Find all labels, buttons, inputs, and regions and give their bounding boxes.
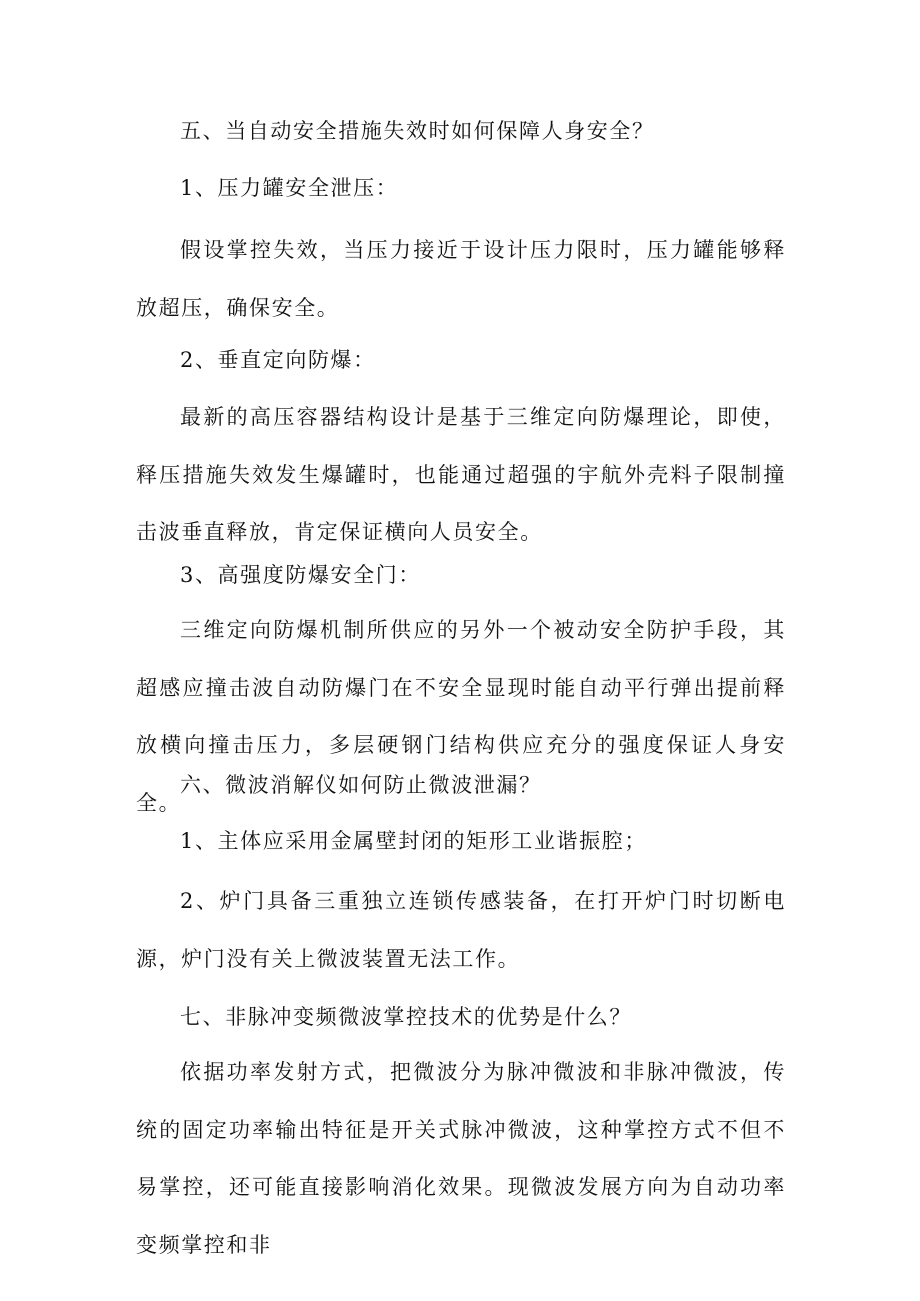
subheading-vertical-blast: 2、垂直定向防爆： <box>180 348 376 372</box>
section-heading-7: 七、非脉冲变频微波掌控技术的优势是什么？ <box>180 1005 632 1029</box>
paragraph-vertical-blast: 最新的高压容器结构设计是基于三维定向防爆理论，即使，释压措施失效发生爆罐时，也能通过超强的宇航外壳料子限制撞击波垂直释放，肯定保证横向人员安全。 <box>136 405 786 544</box>
item-resonant-cavity: 1、主体应采用金属壁封闭的矩形工业谐振腔； <box>180 829 647 853</box>
section-heading-5: 五、当自动安全措施失效时如何保障人身安全？ <box>180 119 655 143</box>
item-door-interlock: 2、炉门具备三重独立连锁传感装备，在打开炉门时切断电源，炉门没有关上微波装置无法工作。 <box>136 889 786 971</box>
paragraph-microwave-control: 依据功率发射方式，把微波分为脉冲微波和非脉冲微波，传统的固定功率输出特征是开关式脉冲微波，这种掌控方式不但不易掌控，还可能直接影响消化效果。现微波发展方向为自动功率变频掌控和非 <box>136 1060 786 1257</box>
paragraph-pressure-relief: 假设掌控失效，当压力接近于设计压力限时，压力罐能够释放超压，确保安全。 <box>136 238 786 320</box>
paragraph-blast-door: 三维定向防爆机制所供应的另外一个被动安全防护手段，其超感应撞击波自动防爆门在不安全显现时能自动平行弹出提前释放横向撞击压力，多层硬钢门结构供应充分的强度保证人身安全。 <box>136 618 786 815</box>
section-heading-6: 六、微波消解仪如何防止微波泄漏？ <box>180 773 542 797</box>
subheading-pressure-relief: 1、压力罐安全泄压： <box>180 176 399 200</box>
subheading-blast-door: 3、高强度防爆安全门： <box>180 563 421 587</box>
